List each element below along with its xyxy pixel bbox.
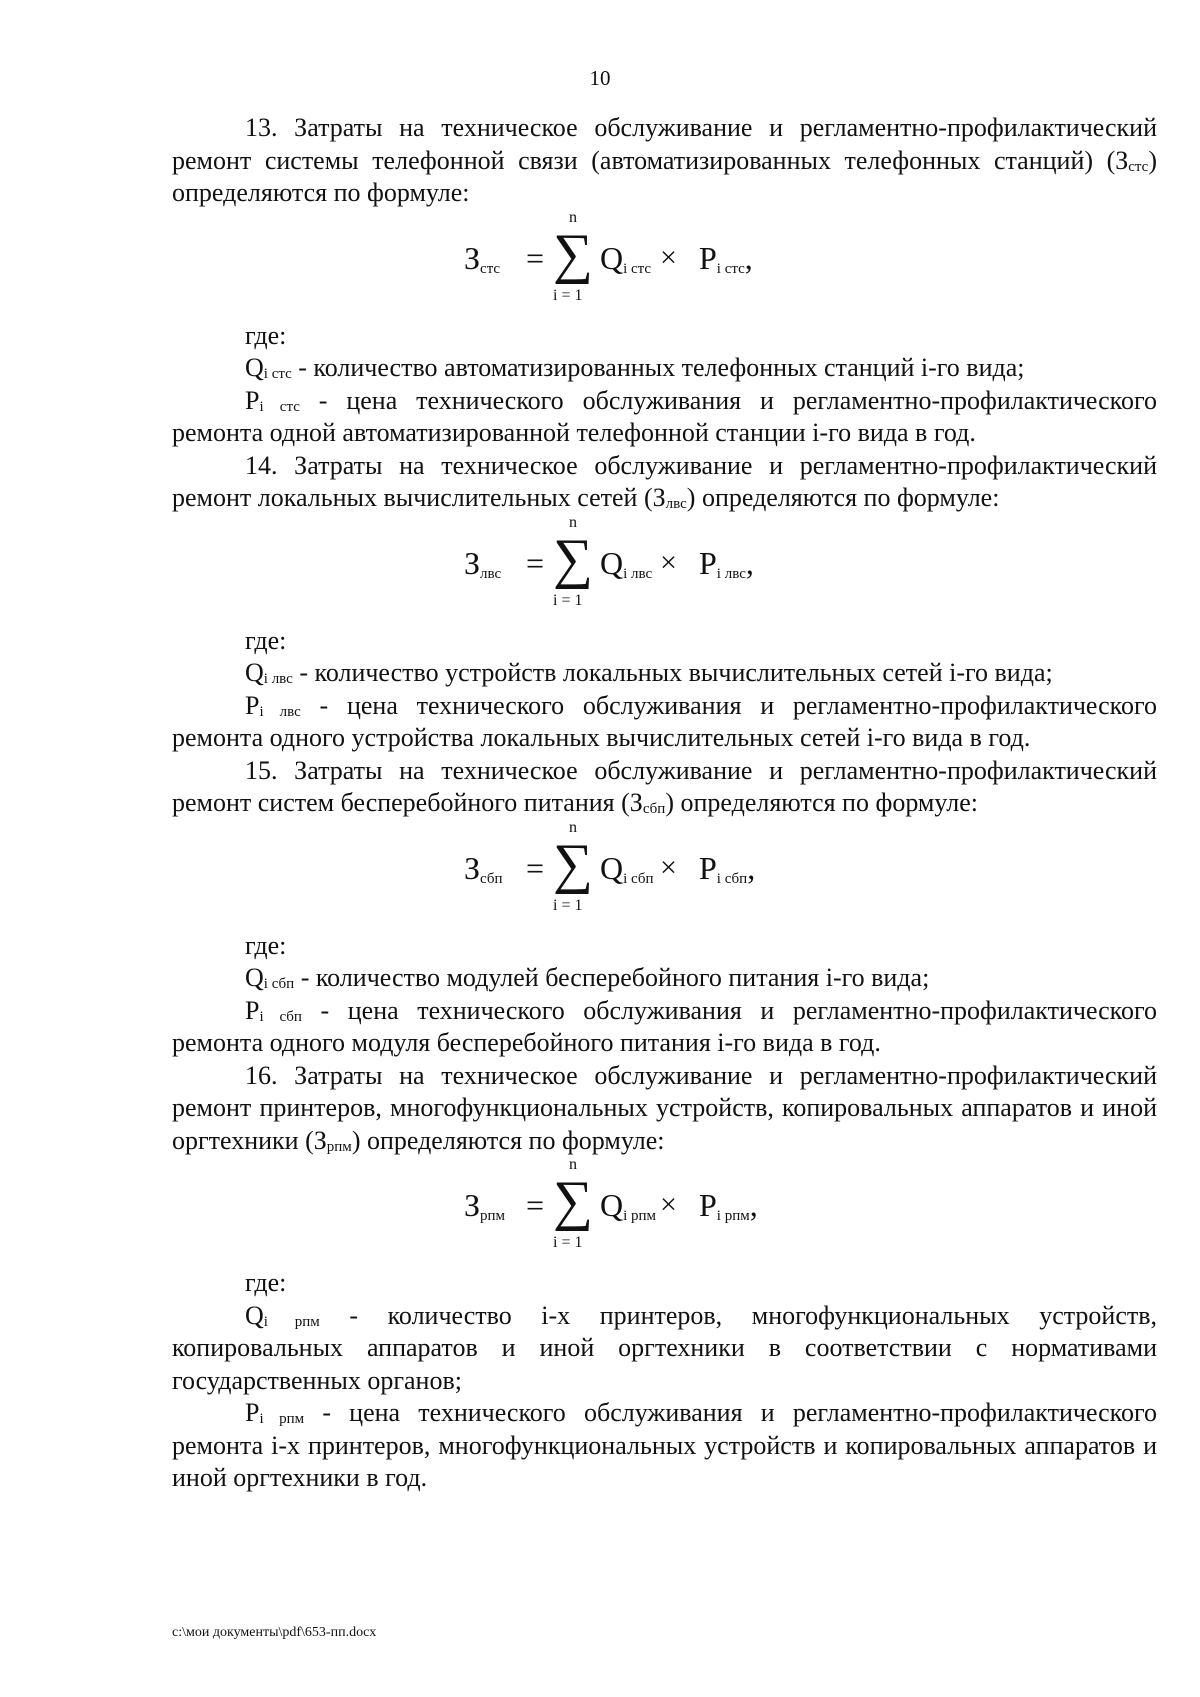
- formula-times: ×: [660, 1188, 677, 1221]
- formula-p-symbol: P: [699, 849, 717, 886]
- formula-lhs-subscript: стс: [480, 260, 501, 277]
- formula-p-subscript: i рпм: [716, 1208, 750, 1224]
- formula-sum-upper: n: [569, 513, 577, 531]
- formula-q-subscript: i стс: [623, 260, 652, 277]
- definition-symbol: Q: [245, 658, 264, 687]
- section-paragraph: [172, 450, 1157, 515]
- formula-end: ,: [747, 849, 756, 886]
- definition: [172, 385, 1157, 450]
- paragraph-subscript: рпм: [326, 1138, 352, 1155]
- document-body: [172, 112, 1157, 1495]
- formula-equals: =: [526, 239, 545, 276]
- formula-lhs-subscript: сбп: [480, 870, 503, 887]
- definition-text: - цена технического обслуживания и регламентно-профилактического ремонта одного модуля бесперебойного питания i-го вида в год.: [172, 995, 1157, 1057]
- definition-symbol: P: [245, 385, 260, 415]
- formula-lhs-symbol: З: [464, 1187, 481, 1223]
- formula-lhs-symbol: З: [464, 239, 481, 276]
- formula-times: ×: [660, 545, 677, 579]
- definition: [172, 962, 1157, 995]
- formula-lhs: [464, 850, 503, 886]
- paragraph-subscript: лвс: [665, 496, 687, 512]
- formula-q-subscript: i рпм: [623, 1208, 657, 1224]
- formula-p: [699, 850, 755, 886]
- formula-end: ,: [744, 239, 753, 276]
- formula-lhs: [464, 1187, 505, 1223]
- formula-sigma: ∑: [553, 1170, 593, 1232]
- formula-end: ,: [749, 1187, 758, 1223]
- paragraph-text: 14. Затраты на техническое обслуживание и регламентно-профилактический ремонт локальных вычислительных сетей (З: [172, 450, 1157, 512]
- definition-text: - цена технического обслуживания и регламентно-профилактического ремонта i-х принтеров, многофункциональных устройств и копировальных аппаратов и иной оргтехники в год.: [172, 1398, 1157, 1492]
- formula-sum-lower: i = 1: [553, 896, 583, 914]
- formula-p-subscript: i лвс: [716, 565, 746, 582]
- definition-symbol: P: [245, 690, 260, 720]
- formula-p-subscript: i сбп: [716, 870, 748, 887]
- formula-sum-lower: i = 1: [553, 286, 583, 304]
- file-path-footer: c:\мои документы\pdf\653-пп.docx: [172, 1625, 377, 1640]
- formula-q-symbol: Q: [600, 239, 624, 276]
- formula-q: [600, 850, 654, 886]
- definition: [172, 1397, 1157, 1495]
- definition-text: - цена технического обслуживания и регламентно-профилактического ремонта одного устройства локальных вычислительных сетей i-го вида в год.: [172, 690, 1157, 752]
- formula-sigma: ∑: [553, 222, 593, 285]
- formula-q-symbol: Q: [600, 544, 624, 581]
- definition-subscript: i стс: [263, 366, 292, 382]
- definition-text: - количество i-х принтеров, многофункциональных устройств, копировальных аппаратов и иной оргтехники в соответствии с нормативами государственных органов;: [172, 1300, 1158, 1395]
- formula-lhs-symbol: З: [464, 544, 481, 581]
- formula-lhs: [464, 240, 500, 276]
- formula-end: ,: [745, 544, 754, 581]
- formula-q: [600, 240, 651, 276]
- section-paragraph: [172, 1060, 1157, 1158]
- where-label: где:: [245, 1268, 287, 1297]
- definition-subscript: i лвс: [263, 671, 293, 687]
- formula-equals: =: [526, 544, 545, 581]
- definition-text: - цена технического обслуживания и регламентно-профилактического ремонта одной автоматизированной телефонной станции i-го вида в год.: [172, 385, 1157, 447]
- section-paragraph: [172, 755, 1157, 820]
- definition-subscript: i рпм: [263, 1313, 320, 1330]
- paragraph-text-end: ) определяются по формуле:: [665, 788, 978, 817]
- formula-equals: =: [526, 1187, 545, 1223]
- definition-text: - количество модулей бесперебойного питания i-го вида;: [294, 963, 930, 992]
- definition-subscript: i сбп: [259, 1008, 302, 1025]
- formula-p-symbol: P: [699, 239, 717, 276]
- definition-text: - количество устройств локальных вычислительных сетей i-го вида;: [292, 658, 1053, 687]
- formula-sum-upper: n: [569, 1156, 577, 1173]
- formula-p-symbol: P: [699, 544, 717, 581]
- formula-lhs-subscript: рпм: [480, 1208, 506, 1224]
- formula-p: [699, 545, 754, 581]
- formula-lhs-symbol: З: [464, 849, 481, 886]
- definition: [172, 995, 1157, 1060]
- where-label: где:: [245, 320, 287, 350]
- formula-sum-upper: n: [569, 818, 577, 836]
- formula-p: [699, 240, 753, 276]
- formula-times: ×: [660, 240, 677, 274]
- formula: [172, 1157, 1157, 1267]
- paragraph-subscript: сбп: [642, 801, 666, 817]
- definition-symbol: Q: [245, 353, 264, 382]
- formula: [172, 820, 1157, 930]
- formula-p-symbol: P: [699, 1187, 717, 1223]
- formula-q-subscript: i сбп: [623, 870, 654, 887]
- formula-q-symbol: Q: [600, 849, 624, 886]
- paragraph-text: 13. Затраты на техническое обслуживание и регламентно-профилактический ремонт системы телефонной связи (автоматизированных телефонных станций) (З: [172, 113, 1157, 175]
- formula-p: [699, 1187, 758, 1223]
- formula-times: ×: [660, 850, 677, 884]
- definition-symbol: Q: [245, 1300, 264, 1330]
- formula-q-subscript: i лвс: [623, 565, 653, 582]
- formula-sigma: ∑: [553, 527, 593, 590]
- where-label: где:: [245, 625, 287, 655]
- definition-subscript: i сбп: [263, 976, 295, 992]
- page-number: 10: [589, 66, 611, 90]
- formula-sigma: ∑: [553, 832, 593, 895]
- definition: [172, 1300, 1157, 1398]
- paragraph-text: 15. Затраты на техническое обслуживание и регламентно-профилактический ремонт систем бесперебойного питания (З: [172, 755, 1157, 817]
- formula: [172, 210, 1157, 320]
- formula-sum-upper: n: [569, 208, 577, 226]
- formula-q: [600, 545, 652, 581]
- paragraph-subscript: стс: [1128, 158, 1149, 175]
- formula: [172, 515, 1157, 625]
- formula-q: [600, 1187, 656, 1223]
- formula-sum-lower: i = 1: [553, 591, 583, 609]
- formula-q-symbol: Q: [600, 1187, 624, 1223]
- definition: [172, 690, 1157, 755]
- definition: [172, 657, 1157, 690]
- definition-subscript: i рпм: [259, 1411, 305, 1427]
- formula-sum-lower: i = 1: [553, 1234, 583, 1251]
- paragraph-text-end: ) определяются по формуле:: [686, 483, 1000, 512]
- paragraph-text: 16. Затраты на техническое обслуживание и регламентно-профилактический ремонт принтеров, многофункциональных устройств, копировальных аппаратов и иной оргтехники (З: [172, 1060, 1157, 1155]
- definition-subscript: i лвс: [259, 703, 301, 720]
- paragraph-text-end: ) определяются по формуле:: [172, 145, 1157, 207]
- formula-lhs: [464, 545, 501, 581]
- definition: [172, 352, 1157, 385]
- definition-text: - количество автоматизированных телефонных станций i-го вида;: [291, 353, 1025, 382]
- definition-symbol: P: [245, 1398, 260, 1427]
- definition-symbol: P: [245, 995, 260, 1025]
- section-paragraph: [172, 112, 1157, 210]
- definition-symbol: Q: [245, 963, 264, 992]
- formula-lhs-subscript: лвс: [480, 565, 502, 582]
- formula-equals: =: [526, 849, 545, 886]
- definition-subscript: i стс: [259, 398, 300, 415]
- formula-p-subscript: i стс: [716, 260, 745, 277]
- where-label: где:: [245, 930, 287, 960]
- paragraph-text-end: ) определяются по формуле:: [351, 1125, 665, 1155]
